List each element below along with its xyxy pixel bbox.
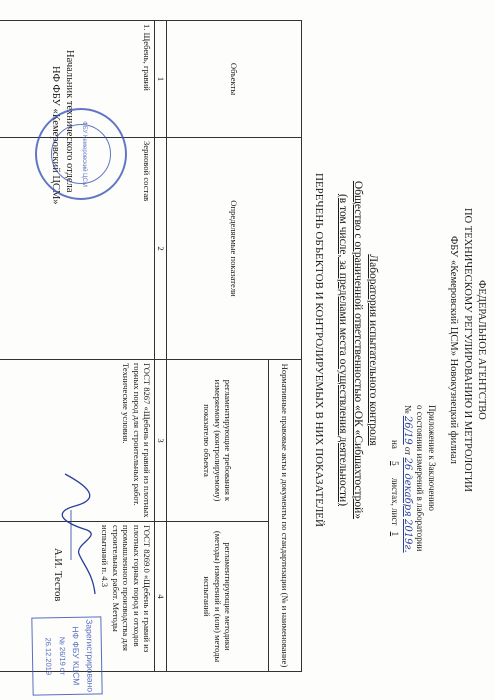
branch-name: ФБУ «Кемеровский ЦСМ» Новокузнецкий филиал bbox=[448, 235, 459, 465]
conclusion-number: 26/19 bbox=[402, 415, 413, 445]
column-number-2: 2 bbox=[155, 138, 167, 360]
on-label: на bbox=[390, 440, 400, 449]
number-prefix: № bbox=[403, 405, 413, 414]
objects-table bbox=[0, 20, 302, 672]
conclusion-year: 2019г. bbox=[402, 518, 413, 553]
sheets-count: 5 bbox=[390, 461, 400, 466]
lab-name: Лаборатория испытательного контроля bbox=[367, 254, 379, 446]
signatory-name: А.И. Тестов bbox=[52, 548, 63, 602]
column-number-4: 4 bbox=[155, 522, 167, 672]
round-stamp-text: ФБУ Кемеровский ЦСМ bbox=[81, 121, 87, 187]
list-title: ПЕРЕЧЕНЬ ОБЪЕКТОВ И КОНТРОЛИРУЕМЫХ В НИХ ПОКАЗАТЕЛЕЙ bbox=[313, 173, 325, 527]
sheet-number: 1 bbox=[390, 531, 400, 537]
cell-requirements: ГОСТ 8267 «Щебень и гравий из плотных горных пород для строительных работ. Технические условия. bbox=[0, 360, 155, 522]
header-normative-docs: Нормативные правовые акты и документы по стандартизации (№ и наименование) bbox=[269, 360, 302, 672]
appendix-line2: о состоянии измерений в лаборатории bbox=[415, 405, 425, 552]
organization-name: Общество с ограниченной ответственностью «ОК «Сибшахтострой» bbox=[352, 180, 364, 520]
agency-subtitle: ПО ТЕХНИЧЕСКОМУ РЕГУЛИРОВАНИЮ И МЕТРОЛОГИИ bbox=[462, 207, 473, 492]
signature bbox=[55, 470, 105, 600]
round-stamp bbox=[35, 108, 127, 200]
header-methods: регламентирующие методики (методы) измерений и (или) методы испытаний bbox=[167, 522, 269, 672]
appendix-line1: Приложение к Заключению bbox=[427, 405, 437, 511]
cell-methods: ГОСТ 8269.0 «Щебень и гравий из плотных горных пород и отходов промышленного производства для строительных работ. Методы испытаний п. 4.3 bbox=[0, 522, 155, 672]
conclusion-date: 26 декабря bbox=[402, 457, 413, 517]
appendix-number-line bbox=[402, 405, 414, 553]
column-number-1: 1 bbox=[155, 21, 167, 138]
stamp-number: № 26/19 от 26.12.2019 bbox=[43, 636, 68, 676]
registration-stamp bbox=[31, 616, 102, 695]
signatory-org: НФ ФБУ «Кемеровский ЦСМ» bbox=[50, 66, 61, 205]
agency-title: ФЕДЕРАЛЬНОЕ АГЕНТСТВО bbox=[476, 280, 487, 420]
header-requirements: регламентирующие требования к измеряемому (контролируемому) показателю объекта bbox=[167, 360, 269, 522]
activity-place: (в том числе, за пределами места осуществления деятельности) bbox=[337, 193, 349, 507]
from-label: от bbox=[403, 446, 413, 456]
signatory-position: Начальник технического отдела bbox=[64, 50, 75, 193]
appendix-sheets-line bbox=[389, 440, 401, 540]
stamp-registered: Зарегистрировано bbox=[84, 619, 96, 693]
cell-object: 1. Щебень, гравий bbox=[0, 21, 155, 138]
header-objects: Объекты bbox=[167, 21, 302, 138]
cell-indicator: Зерновой состав bbox=[0, 138, 155, 360]
header-indicators: Определяемые показатели bbox=[167, 138, 302, 360]
sheets-label: листах, лист bbox=[390, 477, 400, 526]
column-number-3: 3 bbox=[155, 360, 167, 522]
stamp-office: НФ ФБУ КЦСМ bbox=[70, 626, 82, 686]
